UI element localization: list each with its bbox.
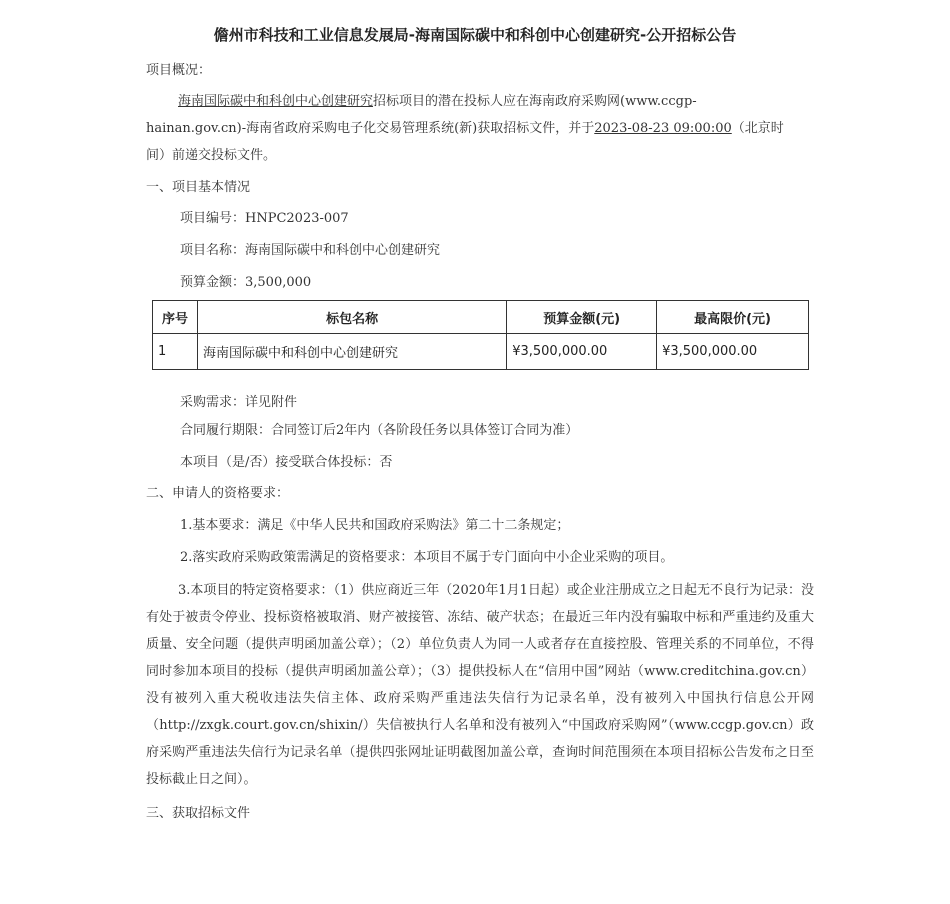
procurement-demand: 采购需求：详见附件 xyxy=(180,395,298,410)
consortium-bid: 本项目（是/否）接受联合体投标：否 xyxy=(180,455,393,470)
budget-amount: 预算金额：3,500,000 xyxy=(180,275,312,290)
package-table xyxy=(152,300,809,370)
project-number: 项目编号：HNPC2023-007 xyxy=(180,211,349,226)
overview-line-3: 间）前递交投标文件。 xyxy=(146,148,277,163)
col-header-package-name: 标包名称 xyxy=(197,301,506,334)
col-header-budget: 预算金额(元) xyxy=(507,301,657,334)
requirement-3: 3.本项目的特定资格要求：（1）供应商近三年（2020年1月1日起）或企业注册成立之日起无不良行为记录：没有处于被责令停业、投标资格被取消、财产被接管、冻结、破产状态；在最近三年内没有骗取中标和严重违约及重大质量、安全问题（提供声明函加盖公章）；（2）单位负责人为同一人或者存在直接控股、管理关系的不同单位，不得同时参加本项目的投标（提供声明函加盖公章）；（3）提供投标人在“信用中国”网站（www.creditchina.gov.cn）没有被列入重大税收违法失信主体、政府采购严重违法失信行为记录名单，没有被列入中国执行信息公开网（http://zxgk.court.gov.cn/shixin/）失信被执行人名单和没有被列入“中国政府采购网”（www.ccgp.gov.cn）政府采购严重违法失信行为记录名单（提供四张网址证明截图加盖公章，查询时间范围须在本项目招标公告发布之日至投标截止日之间）。 xyxy=(146,583,814,787)
contract-period: 合同履行期限：合同签订后2年内（各阶段任务以具体签订合同为准） xyxy=(180,423,579,438)
section-3-heading: 三、获取招标文件 xyxy=(146,806,251,821)
section-2-heading: 二、申请人的资格要求： xyxy=(146,486,290,501)
project-link[interactable]: 海南国际碳中和科创中心创建研究 xyxy=(178,94,374,109)
deadline-date: 2023-08-23 09:00:00 xyxy=(594,121,732,136)
project-name: 项目名称：海南国际碳中和科创中心创建研究 xyxy=(180,243,441,258)
table-header-row xyxy=(153,301,809,334)
overview-text-3: （北京时 xyxy=(731,121,784,136)
col-header-max-price: 最高限价(元) xyxy=(657,301,809,334)
cell-max-price: ¥3,500,000.00 xyxy=(657,334,809,370)
cell-budget: ¥3,500,000.00 xyxy=(507,334,657,370)
cell-package-name: 海南国际碳中和科创中心创建研究 xyxy=(197,334,506,370)
overview-line-1 xyxy=(178,92,697,112)
overview-text-2: hainan.gov.cn)-海南省政府采购电子化交易管理系统(新)获取招标文件，并于 xyxy=(146,121,595,136)
section-1-heading: 一、项目基本情况 xyxy=(146,180,251,195)
col-header-index: 序号 xyxy=(153,301,198,334)
overview-line-2 xyxy=(146,119,784,139)
overview-text-1: 招标项目的潜在投标人应在海南政府采购网(www.ccgp- xyxy=(373,94,697,109)
page-title: 儋州市科技和工业信息发展局-海南国际碳中和科创中心创建研究-公开招标公告 xyxy=(213,26,737,44)
requirement-1: 1.基本要求：满足《中华人民共和国政府采购法》第二十二条规定； xyxy=(180,518,570,533)
table-row xyxy=(153,334,809,370)
overview-heading: 项目概况： xyxy=(146,63,212,78)
cell-index: 1 xyxy=(153,334,198,370)
requirement-2: 2.落实政府采购政策需满足的资格要求：本项目不属于专门面向中小企业采购的项目。 xyxy=(180,550,674,565)
